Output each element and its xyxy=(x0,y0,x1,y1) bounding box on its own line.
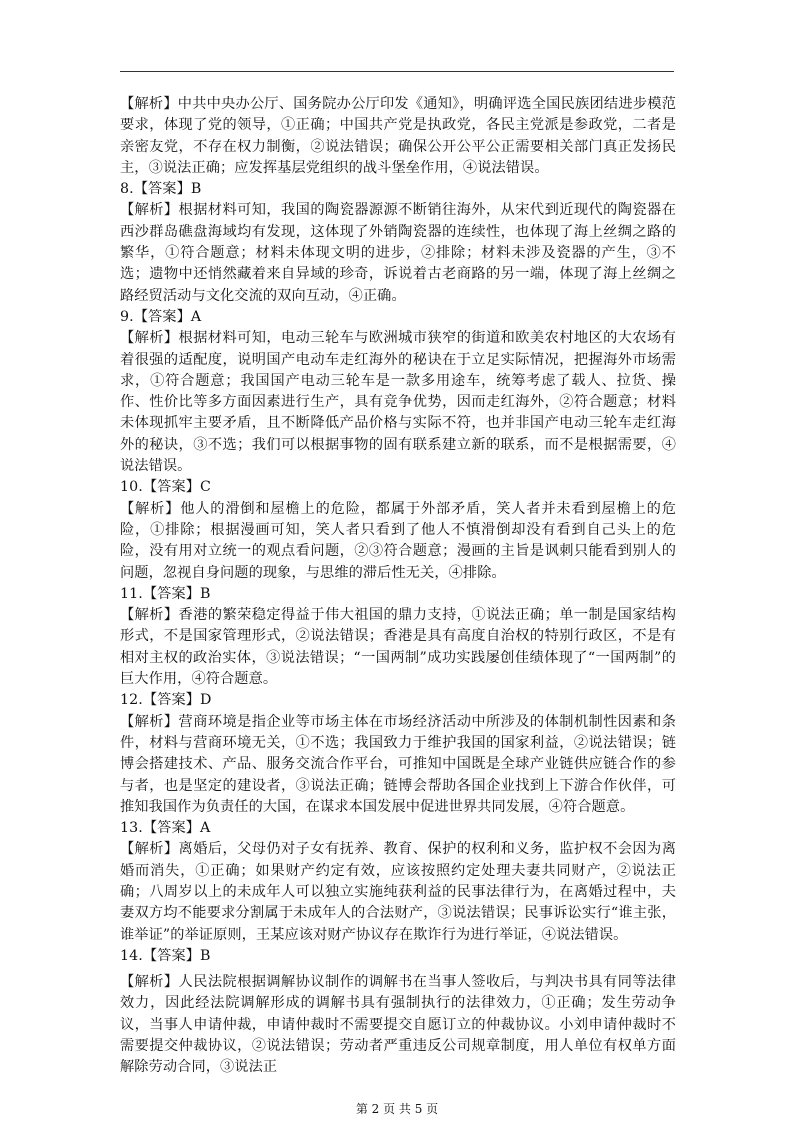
answer-line: 13.【答案】A xyxy=(120,820,211,837)
analysis-paragraph: 【解析】根据材料可知，电动三轮车与欧洲城市狭窄的街道和欧美农村地区的大农场有着很强的适配度，说明国产电动车走红海外的秘诀在于立足实际情况，把握海外市场需求，①符合题意；我国国产电动三轮车是一款多用途车，统筹考虑了载人、拉货、操作、性价比等多方面因素进行生产，具有竞争优势，因而走红海外，②符合题意；材料未体现抓牢主要矛盾，且不断降低产品价格与实际不符，也并非国产电动三轮车走红海外的秘诀，③不选；我们可以根据事物的固有联系建立新的联系，而不是根据需要，④说法错误。 xyxy=(120,330,676,475)
answer-line: 12.【答案】D xyxy=(120,692,212,709)
answer-line: 9.【答案】A xyxy=(120,308,202,325)
answer-line: 10.【答案】C xyxy=(120,479,211,496)
document-body xyxy=(120,94,676,1079)
analysis-paragraph: 【解析】中共中央办公厅、国务院办公厅印发《通知》，明确评选全国民族团结进步模范要求，体现了党的领导，①正确；中国共产党是执政党，各民主党派是参政党，二者是亲密友党，不存在权力制衡，②说法错误；确保公开公平公正需要相关部门真正发扬民主，③说法正确；应发挥基层党组织的战斗堡垒作用，④说法错误。 xyxy=(120,96,676,176)
header-rule xyxy=(120,71,674,72)
analysis-paragraph: 【解析】他人的滑倒和屋檐上的危险，都属于外部矛盾，笑人者并未看到屋檐上的危险，①排除；根据漫画可知，笑人者只看到了他人不慎滑倒却没有看到自己头上的危险，没有用对立统一的观点看问题，②③符合题意；漫画的主旨是讽刺只能看到别人的问题，忽视自身问题的现象，与思维的滞后性无关，④排除。 xyxy=(120,500,676,581)
analysis-paragraph: 【解析】离婚后，父母仍对子女有抚养、教育、保护的权利和义务，监护权不会因为离婚而消失，①正确；如果财产约定有效，应该按照约定处理夫妻共同财产，②说法正确；八周岁以上的未成年人可以独立实施纯获利益的民事法律行为，在离婚过程中，夫妻双方均不能要求分割属于未成年人的合法财产，③说法错误；民事诉讼实行“谁主张，谁举证”的举证原则，王某应该对财产协议存在欺诈行为进行举证，④说法错误。 xyxy=(120,841,676,943)
answer-line: 8.【答案】B xyxy=(120,181,202,198)
analysis-paragraph: 【解析】香港的繁荣稳定得益于伟大祖国的鼎力支持，①说法正确；单一制是国家结构形式，不是国家管理形式，②说法错误；香港是具有高度自治权的特别行政区，不是有相对主权的政治实体，③说法错误；“一国两制”成功实践屡创佳绩体现了“一国两制”的巨大作用，④符合题意。 xyxy=(120,607,676,688)
answer-line: 11.【答案】B xyxy=(120,585,211,602)
analysis-paragraph: 【解析】根据材料可知，我国的陶瓷器源源不断销往海外，从宋代到近现代的陶瓷器在西沙群岛礁盘海域均有发现，这体现了外销陶瓷器的连续性，也体现了海上丝绸之路的繁华，①符合题意；材料未体现文明的进步，②排除；材料未涉及瓷器的产生，③不选；遗物中还悄然藏着来自异域的珍奇，诉说着古老商路的另一端，体现了海上丝绸之路经贸活动与文化交流的双向互动，④正确。 xyxy=(120,202,676,304)
analysis-paragraph: 【解析】营商环境是指企业等市场主体在市场经济活动中所涉及的体制机制性因素和条件，材料与营商环境无关，①不选；我国致力于维护我国的国家利益，②说法错误；链博会搭建技术、产品、服务交流合作平台，可推知中国既是全球产业链供应链合作的参与者，也是坚定的建设者，③说法正确；链博会帮助各国企业找到上下游合作伙伴，可推知我国作为负责任的大国，在谋求本国发展中促进世界共同发展，④符合题意。 xyxy=(120,713,676,815)
analysis-paragraph: 【解析】人民法院根据调解协议制作的调解书在当事人签收后，与判决书具有同等法律效力，因此经法院调解形成的调解书具有强制执行的法律效力，①正确；发生劳动争议，当事人申请仲裁，申请仲裁时不需要提交自愿订立的仲裁协议。小刘申请仲裁时不需要提交仲裁协议，②说法错误；劳动者严重违反公司规章制度，用人单位有权单方面解除劳动合同，③说法正 xyxy=(120,974,676,1076)
page-footer: 第 2 页 共 5 页 xyxy=(355,1102,439,1116)
answer-line: 14.【答案】B xyxy=(120,947,211,964)
